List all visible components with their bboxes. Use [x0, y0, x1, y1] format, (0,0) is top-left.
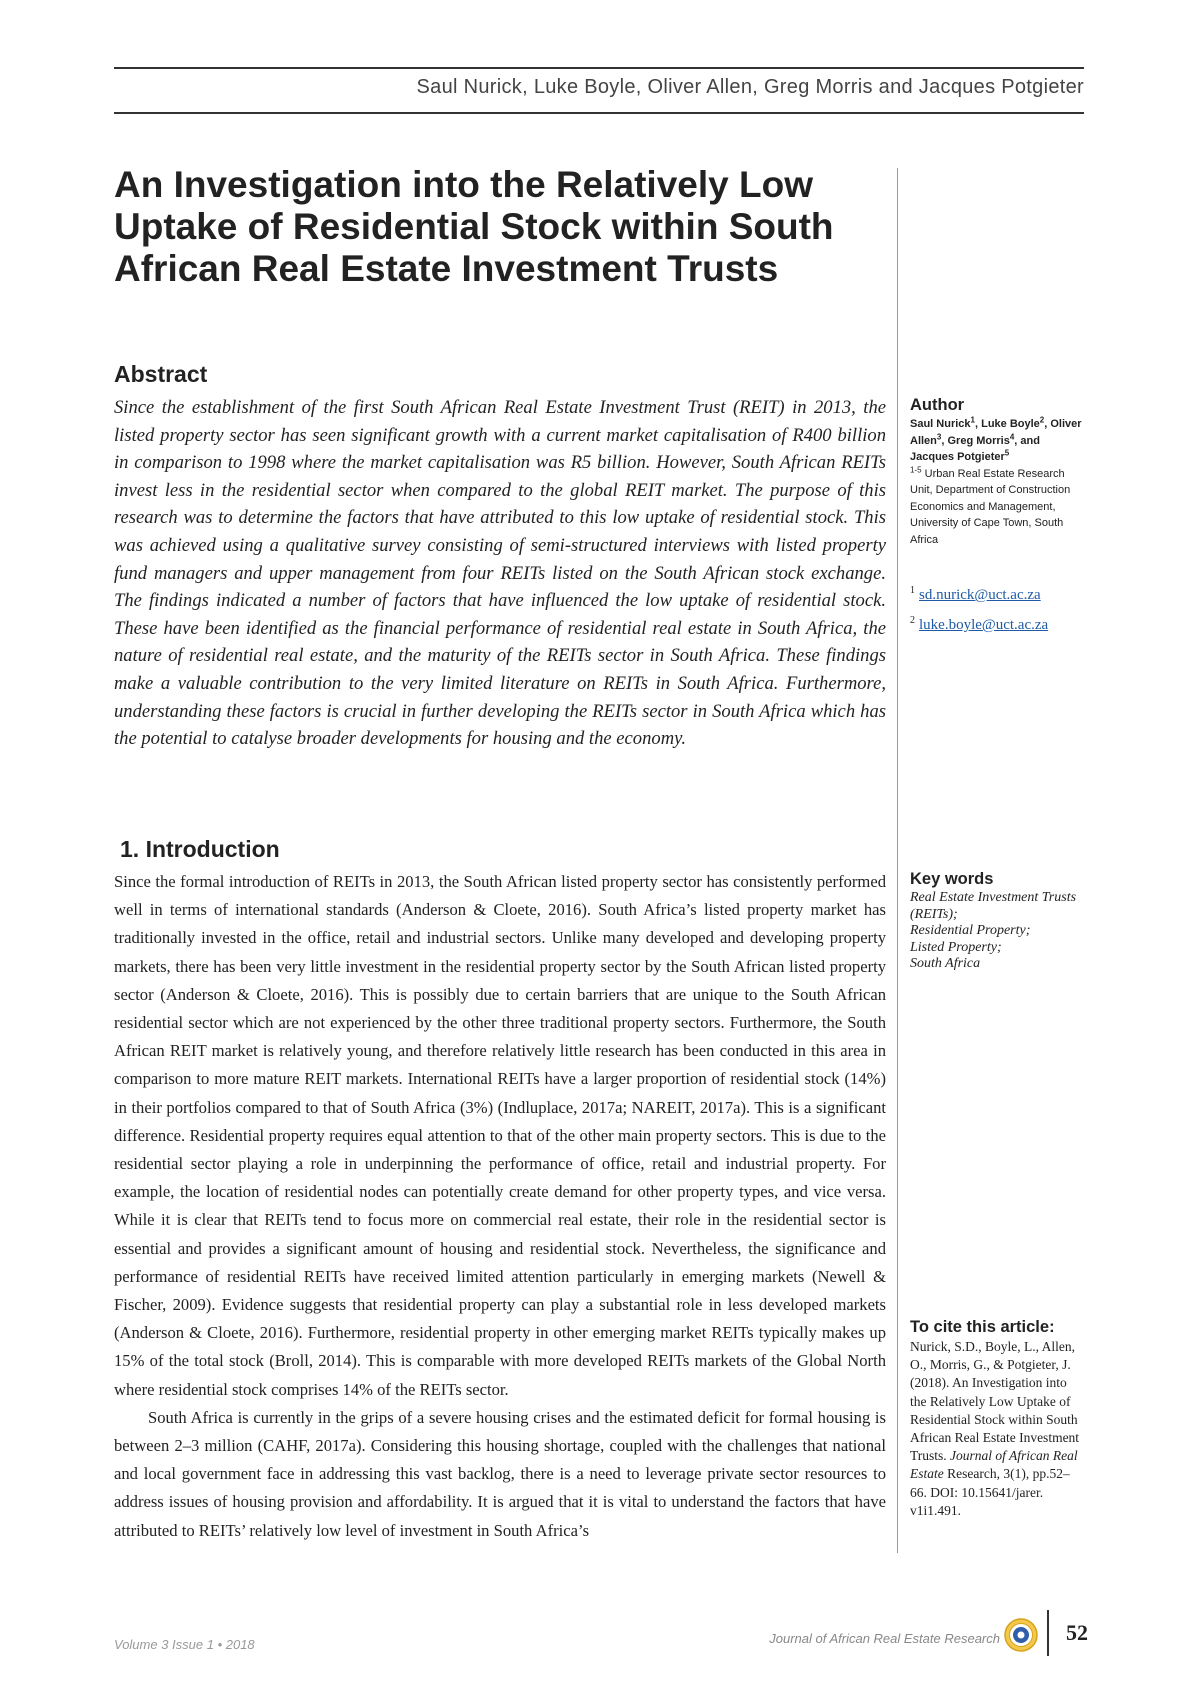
citation-journal: Journal of African Real Estate: [910, 1448, 1078, 1482]
author-sup: 4: [1009, 431, 1015, 441]
author-heading: Author: [910, 396, 965, 414]
author-name: Luke Boyle: [981, 418, 1040, 430]
author-sup: 3: [936, 431, 942, 441]
keyword-item: Real Estate Investment Trusts (REITs);: [910, 890, 1077, 922]
keyword-item: Listed Property;: [910, 939, 1002, 955]
citation-sidebar: [910, 1318, 1086, 1520]
citation-heading: To cite this article:: [910, 1318, 1055, 1336]
author-name: Greg Morris: [947, 434, 1010, 447]
author-names: Saul Nurick$^1$, Luke Boyle$^2$, Oliver Allen$^3$, Greg Morris$^4$, and Jacques Potgieter$^5$: [910, 415, 1082, 463]
introduction-paragraph: South Africa is currently in the grips of a severe housing crises and the estimated deficit for formal housing is between 2–3 million (CAHF, 2017a). Considering this housing shortage, coupled with the challenges that national and local government face in addressing this vast backlog, there is a need to leverage private sector resources to address issues of housing provision and affordability. It is argued that it is vital to understand the factors that have attributed to REITs’ relatively low level of investment in South Africa’s: [114, 1407, 886, 1540]
affiliation-sup: 1-5: [910, 464, 922, 474]
email-link-boyle[interactable]: luke.boyle@uct.ac.za: [919, 617, 1049, 633]
author-emails: [910, 578, 1086, 638]
article-title: An Investigation into the Relatively Low Uptake of Residential Stock within South African Real Estate Investment Trusts: [114, 164, 834, 289]
footer-separator: [1047, 1610, 1049, 1656]
abstract-text: Since the establishment of the first South African Real Estate Investment Trust (REIT) in 2013, the listed property sector has seen significant growth with a current market capitalisation of R400 billion in comparison to 1998 where the market capitalisation was R5 billion. However, South African REITs invest less in the residential sector when compared to the global REIT market. The purpose of this research was to determine the factors that have attributed to this low uptake of residential stock. This was achieved using a qualitative survey consisting of semi-structured interviews with listed property fund managers and upper management from four REITs listed on the South African stock exchange. The findings indicated a number of factors that have influenced the low uptake of residential stock. These have been identified as the financial performance of residential real estate in South Africa, the nature of residential real estate, and the maturity of the REITs sector in South Africa. These findings make a valuable contribution to the very limited literature on REITs in South Africa. Furthermore, understanding these factors is crucial in further developing the REITs sector in South Africa which has the potential to catalyse broader developments for housing and the economy.: [114, 397, 886, 750]
abstract-heading: Abstract: [114, 361, 208, 387]
keyword-item: South Africa: [910, 956, 981, 971]
keywords-heading: Key words: [910, 870, 994, 888]
author-name: and Jacques Potgieter: [910, 434, 1040, 463]
author-sup: 1: [970, 415, 975, 425]
header-rule-top: [114, 67, 1084, 69]
author-sidebar: [910, 396, 1086, 548]
column-divider: [897, 168, 898, 1553]
email-link-nurick[interactable]: sd.nurick@uct.ac.za: [919, 587, 1041, 603]
running-head: Saul Nurick, Luke Boyle, Oliver Allen, Greg Morris and Jacques Potgieter: [416, 76, 1084, 98]
page-number: 52: [1066, 1620, 1088, 1645]
author-sup: 5: [1004, 448, 1010, 458]
header-rule-bottom: [114, 112, 1084, 114]
email-row: $^1$ sd.nurick@uct.ac.za: [910, 585, 1041, 603]
introduction-body: [114, 868, 886, 1545]
footer-volume: Volume 3 Issue 1 • 2018: [114, 1637, 255, 1652]
journal-seal-icon: [1004, 1618, 1038, 1652]
author-sup: 2: [1039, 415, 1045, 425]
keywords-sidebar: [910, 870, 1086, 973]
citation-text: Nurick, S.D., Boyle, L., Allen, O., Morris, G., & Potgieter, J. (2018). An Investigation into the Relatively Low Uptake of Residential Stock within South African Real Estate Investment Trusts. Journal of African Real Estate Research, 3(1), pp.52–66. DOI: 10.15641/jarer. v1i1.491.: [910, 1339, 1080, 1518]
author-name: Oliver Allen: [910, 418, 1082, 447]
introduction-paragraph: Since the formal introduction of REITs in 2013, the South African listed property sector has consistently performed well in terms of international standards (Anderson & Cloete, 2016). South Africa’s listed property market has traditionally invested in the office, retail and industrial sectors. Unlike many developed and developing property markets, there has been very little investment in the residential property sector by the South African listed property sector (Anderson & Cloete, 2016). This is possibly due to certain barriers that are unique to the South African residential sector which are not experienced by the other three traditional property sectors. Furthermore, the South African REIT market is relatively young, and therefore relatively little research has been conducted in this area in comparison to more mature REIT markets. International REITs have a larger proportion of residential stock (14%) in their portfolios compared to that of South Africa (3%) (Indluplace, 2017a; NAREIT, 2017a). This is a significant difference. Residential property requires equal attention to that of the other main property sectors. This is due to the residential sector playing a role in underpinning the performance of office, retail and industrial property. For example, the location of residential nodes can potentially create demand for other property types, and vice versa. While it is clear that REITs tend to focus more on commercial real estate, their role in the residential sector is essential and provides a significant amount of housing and residential stock. Nevertheless, the significance and performance of residential REITs have received limited attention particularly in emerging markets (Newell & Fischer, 2009). Evidence suggests that residential property can play a substantial role in less developed markets (Anderson & Cloete, 2016). Furthermore, residential property in other emerging market REITs typically makes up 15% of the total stock (Broll, 2014). This is comparable with more developed REITs markets of the Global North where residential stock comprises 14% of the REITs sector.: [114, 872, 886, 1399]
author-name: Saul Nurick: [910, 418, 971, 430]
introduction-heading: 1. Introduction: [120, 836, 280, 862]
email-row: $^2$ luke.boyle@uct.ac.za: [910, 615, 1049, 633]
author-affiliation: $^{1-5}$ Urban Real Estate Research Unit, Department of Construction Economics and Management, University of Cape Town, South Africa: [910, 464, 1071, 546]
keyword-item: Residential Property;: [910, 923, 1031, 938]
footer-journal-name: Journal of African Real Estate Research: [769, 1631, 1000, 1646]
